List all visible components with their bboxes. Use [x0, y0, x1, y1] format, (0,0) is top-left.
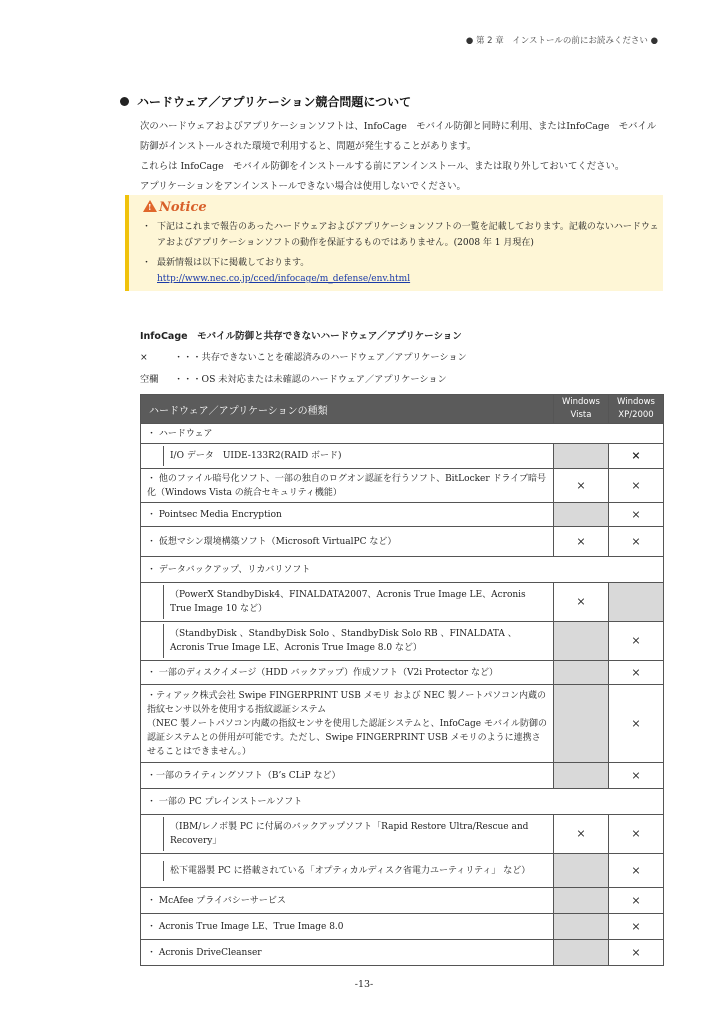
vista-cell — [554, 444, 609, 469]
table-row — [141, 940, 664, 966]
page-header — [466, 34, 658, 46]
table-heading: InfoCage モバイル防御と共存できないハードウェア／アプリケーション — [140, 331, 462, 342]
vista-cell: × — [554, 469, 609, 503]
legend-key: × — [140, 352, 148, 363]
xp-cell: × — [609, 469, 664, 503]
xp-cell: × — [609, 685, 664, 763]
category-cell: ・ 一部の PC プレインストールソフト — [141, 789, 664, 815]
label-cell: ・一部のライティングソフト（B’s CLiP など） — [141, 763, 554, 789]
section-title — [120, 93, 411, 110]
vista-cell: × — [554, 527, 609, 557]
xp-cell: × — [609, 503, 664, 527]
notice-item: ・ 下記はこれまで報告のあったハードウェアおよびアプリケーションソフトの一覧を記載しております。記載のないハードウェアおよびアプリケーションソフトの動作を保証するものではありません。(2008 年 1 月現在) — [145, 219, 660, 251]
intro-line: これらは InfoCage モバイル防御をインストールする前にアンインストール、または取り外しておいてください。 — [140, 161, 625, 172]
legend-key: 空欄 — [140, 374, 159, 385]
vista-cell — [554, 685, 609, 763]
env-info-link[interactable]: http://www.nec.co.jp/cced/infocage/m_defense/env.html — [157, 274, 411, 284]
intro-paragraph — [140, 117, 670, 197]
xp-cell: × — [609, 854, 664, 888]
label-cell: ・ 一部のディスクイメージ（HDD バックアップ）作成ソフト（V2i Protector など） — [141, 661, 554, 685]
table-row — [141, 583, 664, 622]
vista-cell: × — [554, 815, 609, 854]
xp-cell: × — [609, 444, 664, 469]
category-cell: ・ データバックアップ、リカバリソフト — [141, 557, 664, 583]
intro-line: 次のハードウェアおよびアプリケーションソフトは、InfoCage モバイル防御と同時に利用、またはInfoCage モバイル — [140, 121, 657, 132]
xp-cell: × — [609, 763, 664, 789]
table-row — [141, 661, 664, 685]
vista-cell — [554, 914, 609, 940]
bullet-icon — [120, 97, 129, 106]
vista-cell — [554, 854, 609, 888]
notice-title-text: Notice — [159, 200, 207, 215]
vista-cell — [554, 940, 609, 966]
table-row — [141, 914, 664, 940]
table-row — [141, 557, 664, 583]
label-cell: ・ Pointsec Media Encryption — [141, 503, 554, 527]
label-cell: （StandbyDisk 、StandbyDisk Solo 、StandbyDisk Solo RB 、FINALDATA 、Acronis True Image LE、Acronis True Image 8.0 など） — [141, 622, 554, 661]
legend-row — [140, 371, 447, 385]
label-cell: ・ Acronis True Image LE、True Image 8.0 — [141, 914, 554, 940]
header-name: ハードウェア／アプリケーションの種類 — [141, 395, 554, 424]
legend-desc: ・・・OS 未対応または未確認のハードウェア／アプリケーション — [174, 374, 447, 385]
xp-cell — [609, 583, 664, 622]
label-cell: 松下電器製 PC に搭載されている「オプティカルディスク省電力ユーティリティ」 など） — [141, 854, 554, 888]
vista-cell — [554, 503, 609, 527]
compatibility-table — [140, 394, 664, 966]
vista-cell — [554, 622, 609, 661]
label-cell: ・ティアック株式会社 Swipe FINGERPRINT USB メモリ および NEC 製ノートパソコン内蔵の指紋センサ以外を使用する指紋認証システム （NEC 製ノートパソコン内蔵の指紋センサを使用した認証システムと、InfoCage モバイル防御の認証システムとの併用が可能です。ただし、Swipe FINGERPRINT USB メモリのように連携させることはできません。） — [141, 685, 554, 763]
label-cell: ・ McAfee プライバシーサービス — [141, 888, 554, 914]
table-row — [141, 469, 664, 503]
vista-cell — [554, 763, 609, 789]
vista-cell: × — [554, 583, 609, 622]
page-number: -13- — [354, 979, 374, 990]
table-row — [141, 789, 664, 815]
vista-cell — [554, 661, 609, 685]
notice-title — [143, 199, 207, 215]
label-cell: （PowerX StandbyDisk4、FINALDATA2007、Acronis True Image LE、Acronis True Image 10 など） — [141, 583, 554, 622]
table-header-row — [141, 395, 664, 424]
xp-cell: × — [609, 622, 664, 661]
table-row — [141, 815, 664, 854]
chapter-title: 第 2 章 インストールの前にお読みください — [475, 36, 648, 46]
intro-line: 防御がインストールされた環境で利用すると、問題が発生することがあります。 — [140, 141, 477, 152]
notice-item — [145, 255, 660, 287]
table-row — [141, 854, 664, 888]
xp-cell: × — [609, 914, 664, 940]
table-row — [141, 527, 664, 557]
label-cell: ・ 仮想マシン環境構築ソフト（Microsoft VirtualPC など） — [141, 527, 554, 557]
category-cell: ・ ハードウェア — [141, 424, 664, 444]
bullet-icon: ● — [465, 36, 474, 46]
label-cell: ・ Acronis DriveCleanser — [141, 940, 554, 966]
table-row — [141, 763, 664, 789]
header-xp: Windows XP/2000 — [609, 395, 664, 424]
table-row — [141, 685, 664, 763]
legend-desc: ・・・共存できないことを確認済みのハードウェア／アプリケーション — [174, 352, 467, 363]
notice-list — [145, 219, 660, 291]
vista-cell — [554, 888, 609, 914]
bullet-icon: ● — [650, 36, 658, 46]
warning-icon: ! — [143, 200, 157, 212]
label-cell: ・ 他のファイル暗号化ソフト、一部の独自のログオン認証を行うソフト、BitLocker ドライブ暗号化（Windows Vista の統合セキュリティ機能） — [141, 469, 554, 503]
xp-cell: × — [609, 661, 664, 685]
header-vista: Windows Vista — [554, 395, 609, 424]
xp-cell: × — [609, 888, 664, 914]
label-cell: （IBM/レノボ製 PC に付属のバックアップソフト「Rapid Restore Ultra/Rescue and Recovery」 — [141, 815, 554, 854]
xp-cell: × — [609, 527, 664, 557]
notice-item-text: 最新情報は以下に掲載しております。 — [157, 258, 310, 268]
xp-cell: × — [609, 940, 664, 966]
xp-cell: × — [609, 815, 664, 854]
table-row — [141, 503, 664, 527]
notice-box — [125, 195, 663, 291]
table-row — [141, 622, 664, 661]
table-row — [141, 444, 664, 469]
legend-row — [140, 349, 467, 363]
intro-line: アプリケーションをアンインストールできない場合は使用しないでください。 — [140, 181, 466, 192]
table-row — [141, 424, 664, 444]
label-cell: I/O データ UIDE-133R2(RAID ボード) — [141, 444, 554, 469]
section-title-text: ハードウェア／アプリケーション競合問題について — [137, 95, 412, 109]
table-row — [141, 888, 664, 914]
